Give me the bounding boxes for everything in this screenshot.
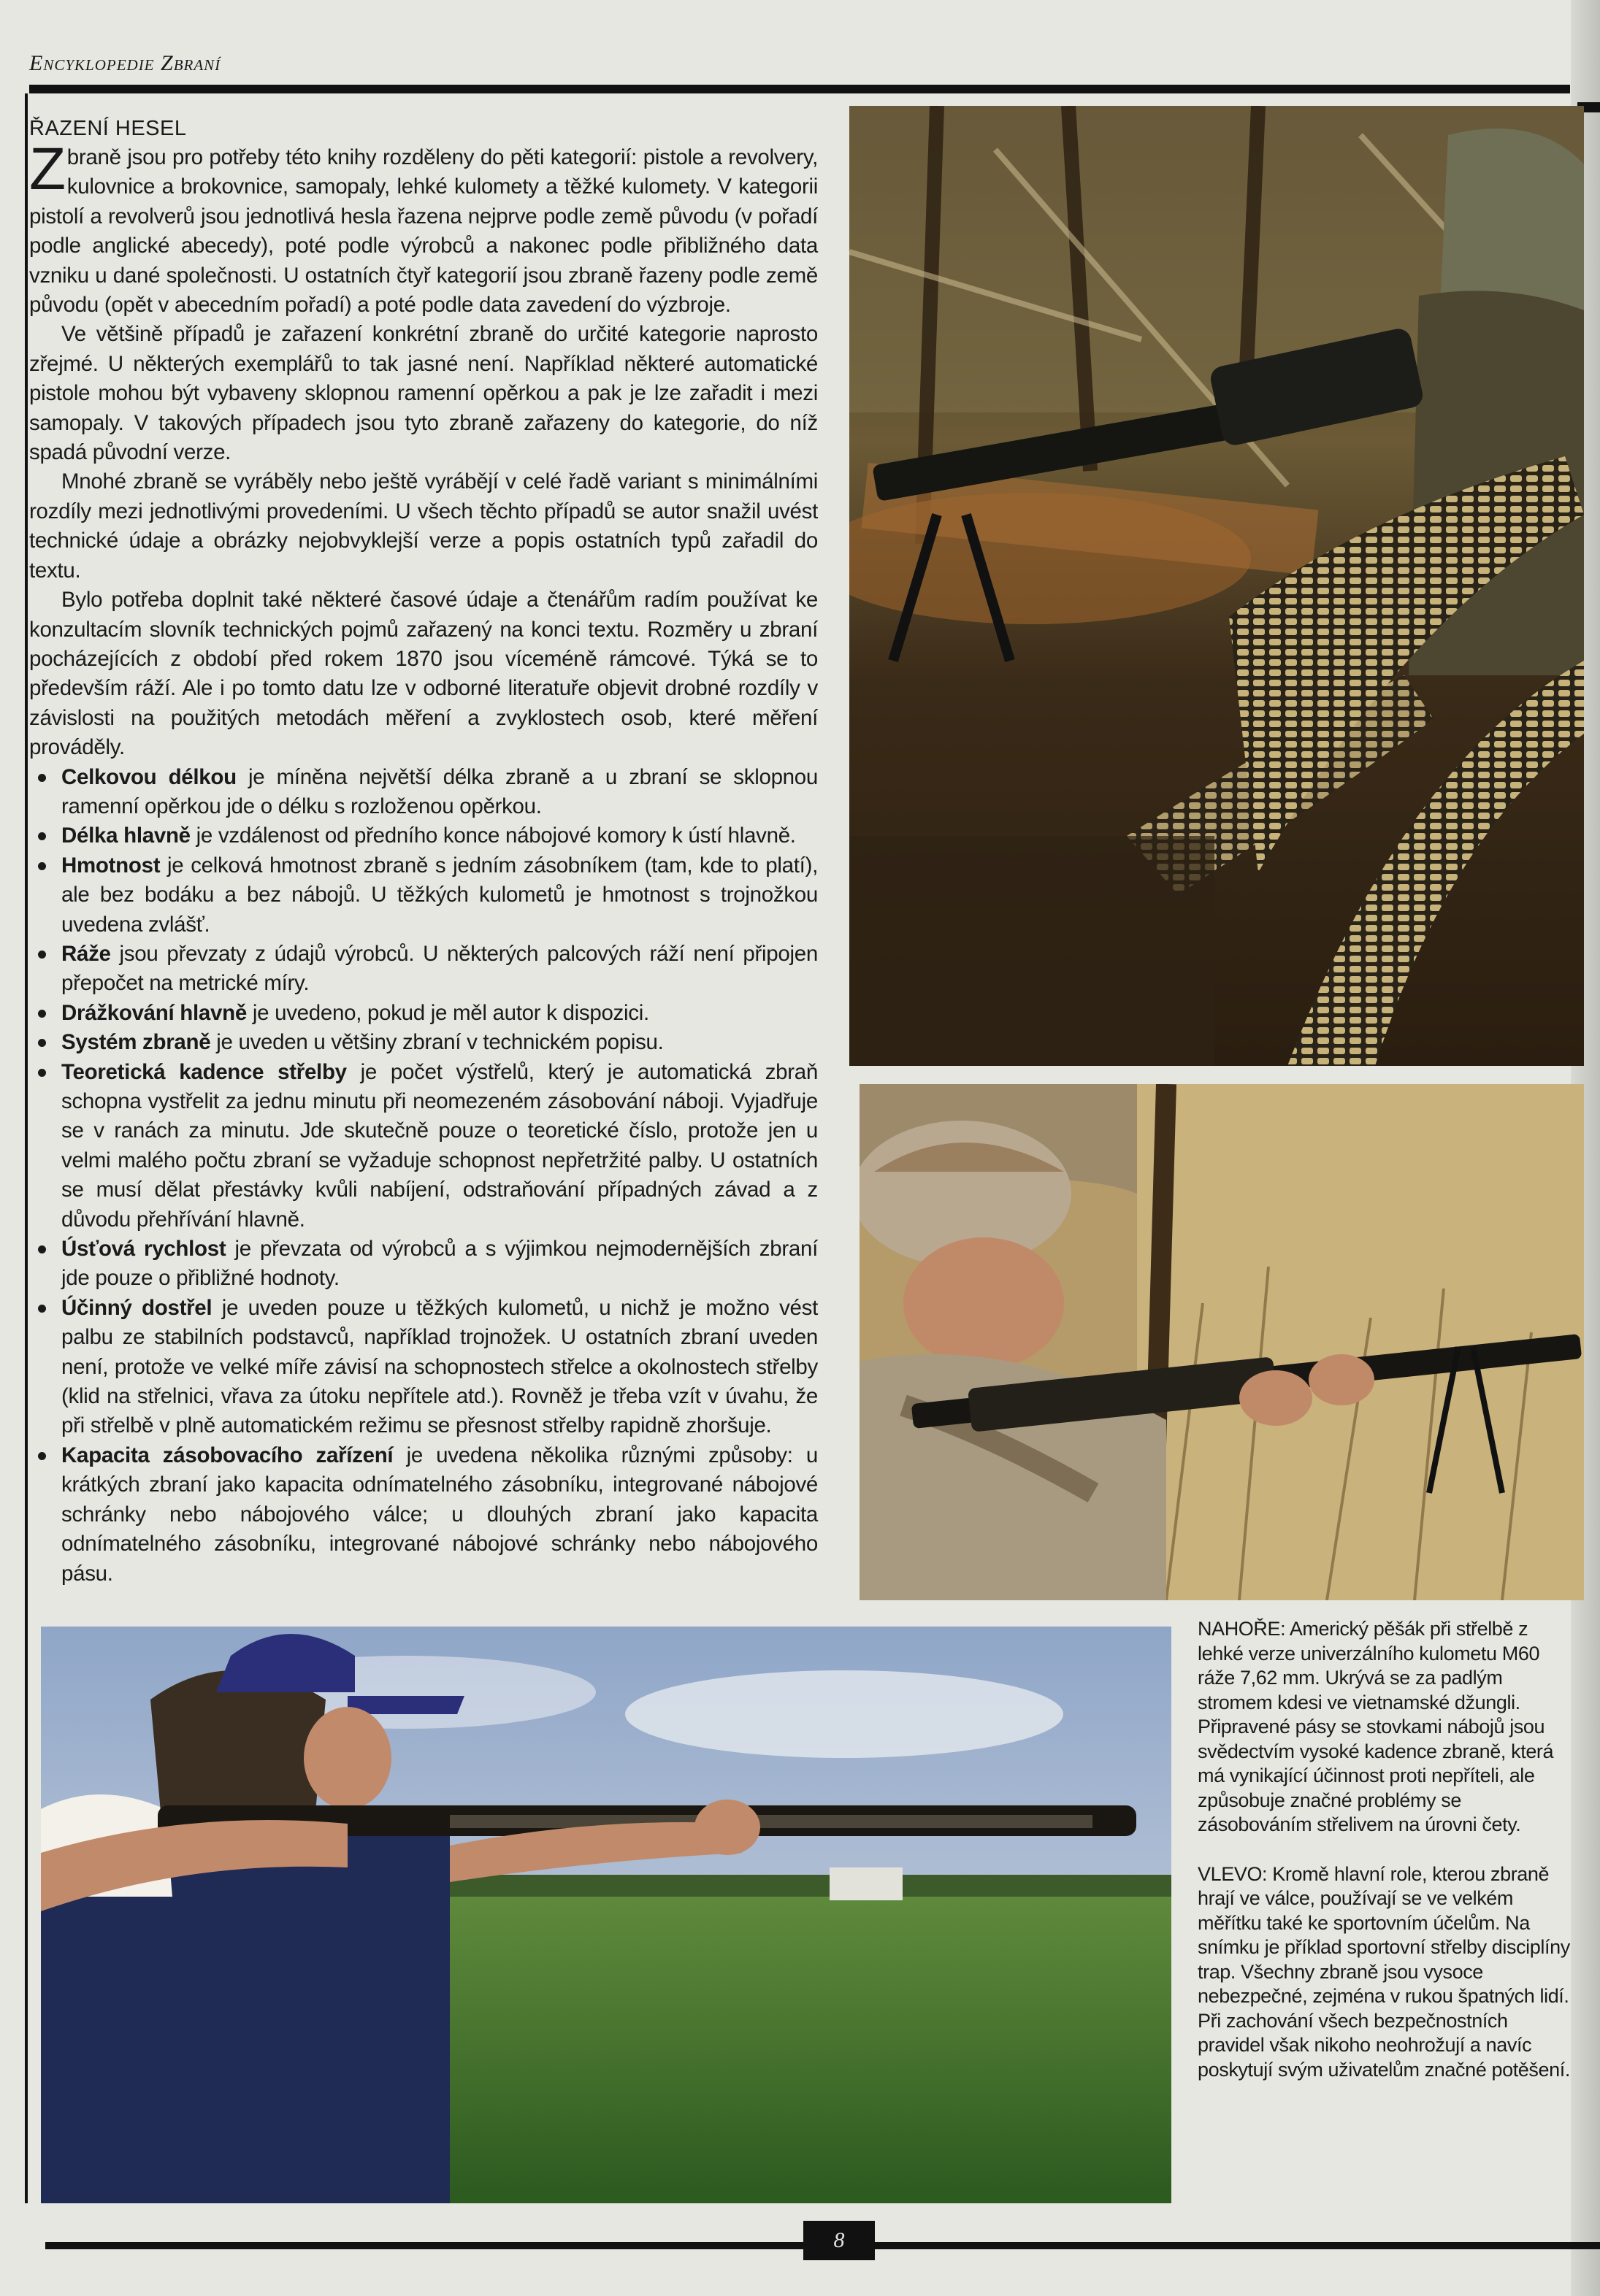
photo-captions [1198, 1617, 1570, 2107]
definition: je počet výstřelů, který je automatická zbraň schopna vystřelit za jednu minutu při neomezeném zásobování náboji. Vyjadřuje se v ranách za minutu. Jde skutečně pouze o teoretické číslo, protože jen u velmi malého počtu zbraní se vyžaduje schopnost nepřetržité palby. U ostatních se musí dělat přestávky kvůli nabíjení, odstraňování případných závad a z důvodu přehřívání hlavně. [61, 1059, 818, 1232]
list-item [29, 763, 818, 822]
definition: je vzdálenost od předního konce nábojové komory k ústí hlavně. [190, 823, 796, 848]
definition: je uvedena několika různými způsoby: u krátkých zbraní jako kapacita odnímatelného zásobníku, integrované nábojové schránky nebo nábojového válce; u dlouhých zbraní jako kapacita odnímatelného zásobníku, integrované nábojové schránky nebo nábojového pásu. [61, 1443, 818, 1586]
photo-m60-jungle [849, 106, 1584, 1066]
list-item [29, 1058, 818, 1235]
term: Drážkování hlavně [61, 1000, 247, 1025]
caption-top: NAHOŘE: Americký pěšák při střelbě z lehké verze univerzálního kulometu M60 ráže 7,62 mm. Ukrývá se za padlým stromem kdesi ve vietnamské džungli. Připravené pásy se stovkami nábojů jsou svědectvím vysoké kadence zbraně, která má vynikající účinnost proti nepříteli, ale způsobuje značné problémy se zásobováním střelivem na úrovni čety. [1198, 1618, 1554, 1835]
top-rule [29, 85, 1570, 93]
list-item [29, 1441, 818, 1589]
definitions-list [29, 763, 818, 1589]
term: Systém zbraně [61, 1030, 211, 1055]
running-head: Encyklopedie Zbraní [29, 51, 221, 75]
paragraph-4: Bylo potřeba doplnit také některé časové údaje a čtenářům radím používat ke konzultacím slovník technických pojmů zařazený na konci textu. Rozměry u zbraní pocházejících z období před rokem 1870 jsou víceméně rámcové. Týká se to především ráží. Ale i po tomto datu lze v odborné literatuře objevit drobné rozdíly v závislosti na použitých metodách měření a zvyklostech osob, které měření prováděly. [29, 588, 818, 760]
photo-trap-shooter-image [41, 1627, 1171, 2203]
definition: je celková hmotnost zbraně s jedním zásobníkem (tam, kde to platí), ale bez bodáku a bez nábojů. U těžkých kulometů je hmotnost s trojnožkou uvedena zvlášť. [61, 853, 818, 937]
term: Celkovou délkou [61, 764, 237, 789]
paragraph-1-text: braně jsou pro potřeby této knihy rozděleny do pěti kategorií: pistole a revolvery, kulovnice a brokovnice, samopaly, lehké kulomety a těžké kulomety. V kategorii pistolí a revolverů jsou jednotlivá hesla řazena nejprve podle země původu (v pořadí podle anglické abecedy), poté podle výrobců a nakonec podle přibližného data vzniku u dané společnosti. U ostatních čtyř kategorií jsou zbraně řazeny podle země původu (opět v abecedním pořadí) a poté podle data zavedení do výzbroje. [29, 145, 818, 318]
paragraph-3: Mnohé zbraně se vyráběly nebo ještě vyrábějí v celé řadě variant s minimálními rozdíly mezi jednotlivými provedeními. U všech těchto případů se autor snažil uvést technické údaje a obrázky nejobvyklejší verze a popis ostatních typů zařadil do textu. [29, 469, 818, 583]
list-item [29, 1235, 818, 1294]
definition: je uvedeno, pokud je měl autor k dispozici. [246, 1000, 649, 1025]
list-item [29, 940, 818, 999]
term: Ráže [61, 941, 111, 966]
section-heading: ŘAZENÍ HESEL [29, 117, 187, 140]
definition: je míněna největší délka zbraně a u zbraní se sklopnou ramenní opěrkou jde o délku s rozloženou opěrkou. [61, 764, 818, 818]
list-item [29, 1028, 818, 1057]
definition: je uveden pouze u těžkých kulometů, u nichž je možno vést palbu ze stabilních podstavců, například trojnožek. U ostatních zbraní uveden není, protože ve velké míře závisí na schopnostech střelce a okolnostech střelby (klid na střelnici, vřava za útoku nepřítele atd.). Rovněž je třeba vzít v úvahu, že při střelbě v plně automatickém režimu se přesnost střelby rapidně zhoršuje. [61, 1295, 818, 1438]
definition: je převzata od výrobců a s výjimkou nejmodernějších zbraní jde pouze o přibližné hodnoty. [61, 1237, 818, 1291]
term: Teoretická kadence střelby [61, 1059, 347, 1084]
drop-cap: Z [29, 136, 66, 202]
paragraph-2: Ve většině případů je zařazení konkrétní zbraně do určité kategorie naprosto zřejmé. U některých exemplářů to tak jasné není. Například některé automatické pistole mohou být vybaveny sklopnou ramenní opěrkou a pak je lze zařadit i mezi samopaly. V takových případech jsou tyto zbraně zařazeny do kategorie, do níž spadá původní verze. [29, 322, 818, 465]
term: Úsťová rychlost [61, 1237, 226, 1262]
photo-prone-soldier-image [860, 1084, 1584, 1600]
list-item [29, 1294, 818, 1441]
definition: je uveden u většiny zbraní v technickém popisu. [210, 1030, 664, 1055]
main-text-column [29, 114, 818, 1586]
list-item [29, 821, 818, 851]
term: Hmotnost [61, 853, 161, 878]
photo-m60-jungle-image [849, 106, 1584, 1066]
list-item [29, 851, 818, 940]
photo-prone-soldier [860, 1084, 1584, 1600]
paragraph-1 [29, 136, 818, 320]
list-item [29, 999, 818, 1028]
caption-left: VLEVO: Kromě hlavní role, kterou zbraně hrají ve válce, používají se ve velkém měřítku také ke sportovním účelům. Na snímku je příklad sportovní střelby disciplíny trap. Všechny zbraně jsou vysoce nebezpečné, zejména v rukou špatných lidí. Při zachování všech bezpečnostních pravidel však nikoho neohrožují a navíc poskytují svým uživatelům značné potěšení. [1198, 1862, 1570, 2081]
side-rule [25, 93, 28, 2203]
definition: jsou převzaty z údajů výrobců. U některých palcových ráží není připojen přepočet na metrické míry. [61, 941, 818, 996]
page-number: 8 [803, 2221, 875, 2260]
photo-trap-shooter [41, 1627, 1171, 2203]
term: Délka hlavně [61, 823, 191, 848]
term: Účinný dostřel [61, 1295, 213, 1320]
term: Kapacita zásobovacího zařízení [61, 1443, 394, 1467]
